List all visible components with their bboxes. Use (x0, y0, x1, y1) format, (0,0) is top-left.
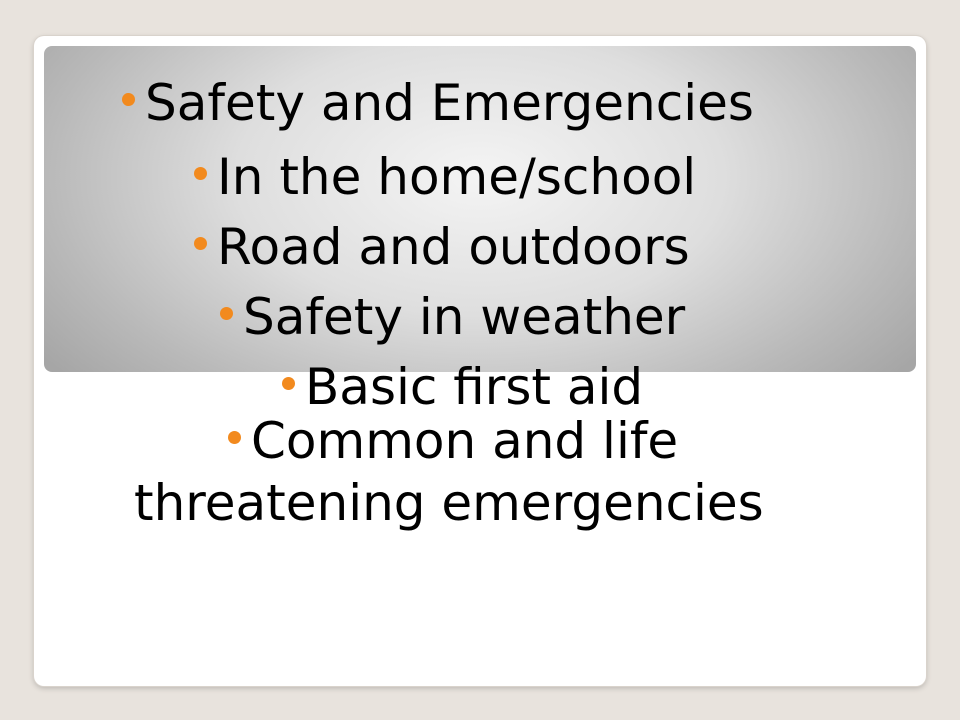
bullet-text: Common and life (251, 412, 679, 470)
bullet-item (122, 74, 754, 132)
bullet-text: Road and outdoors (217, 218, 690, 276)
bullet-dot-icon (194, 167, 207, 180)
bullet-text: Safety in weather (243, 288, 686, 346)
bullet-text-continuation: threatening emergencies (134, 474, 764, 532)
bullet-item (228, 412, 678, 470)
bullet-text: Safety and Emergencies (145, 74, 754, 132)
bullet-dot-icon (194, 237, 207, 250)
bullet-text: Basic first aid (305, 358, 644, 416)
bullet-text: In the home/school (217, 148, 697, 206)
bullet-dot-icon (122, 93, 135, 106)
bullet-item (282, 358, 643, 416)
bullet-item (194, 218, 690, 276)
slide-canvas (34, 36, 926, 686)
bullet-list (34, 36, 926, 686)
bullet-dot-icon (282, 377, 295, 390)
bullet-dot-icon (220, 307, 233, 320)
bullet-item (194, 148, 696, 206)
bullet-item (220, 288, 685, 346)
bullet-dot-icon (228, 431, 241, 444)
